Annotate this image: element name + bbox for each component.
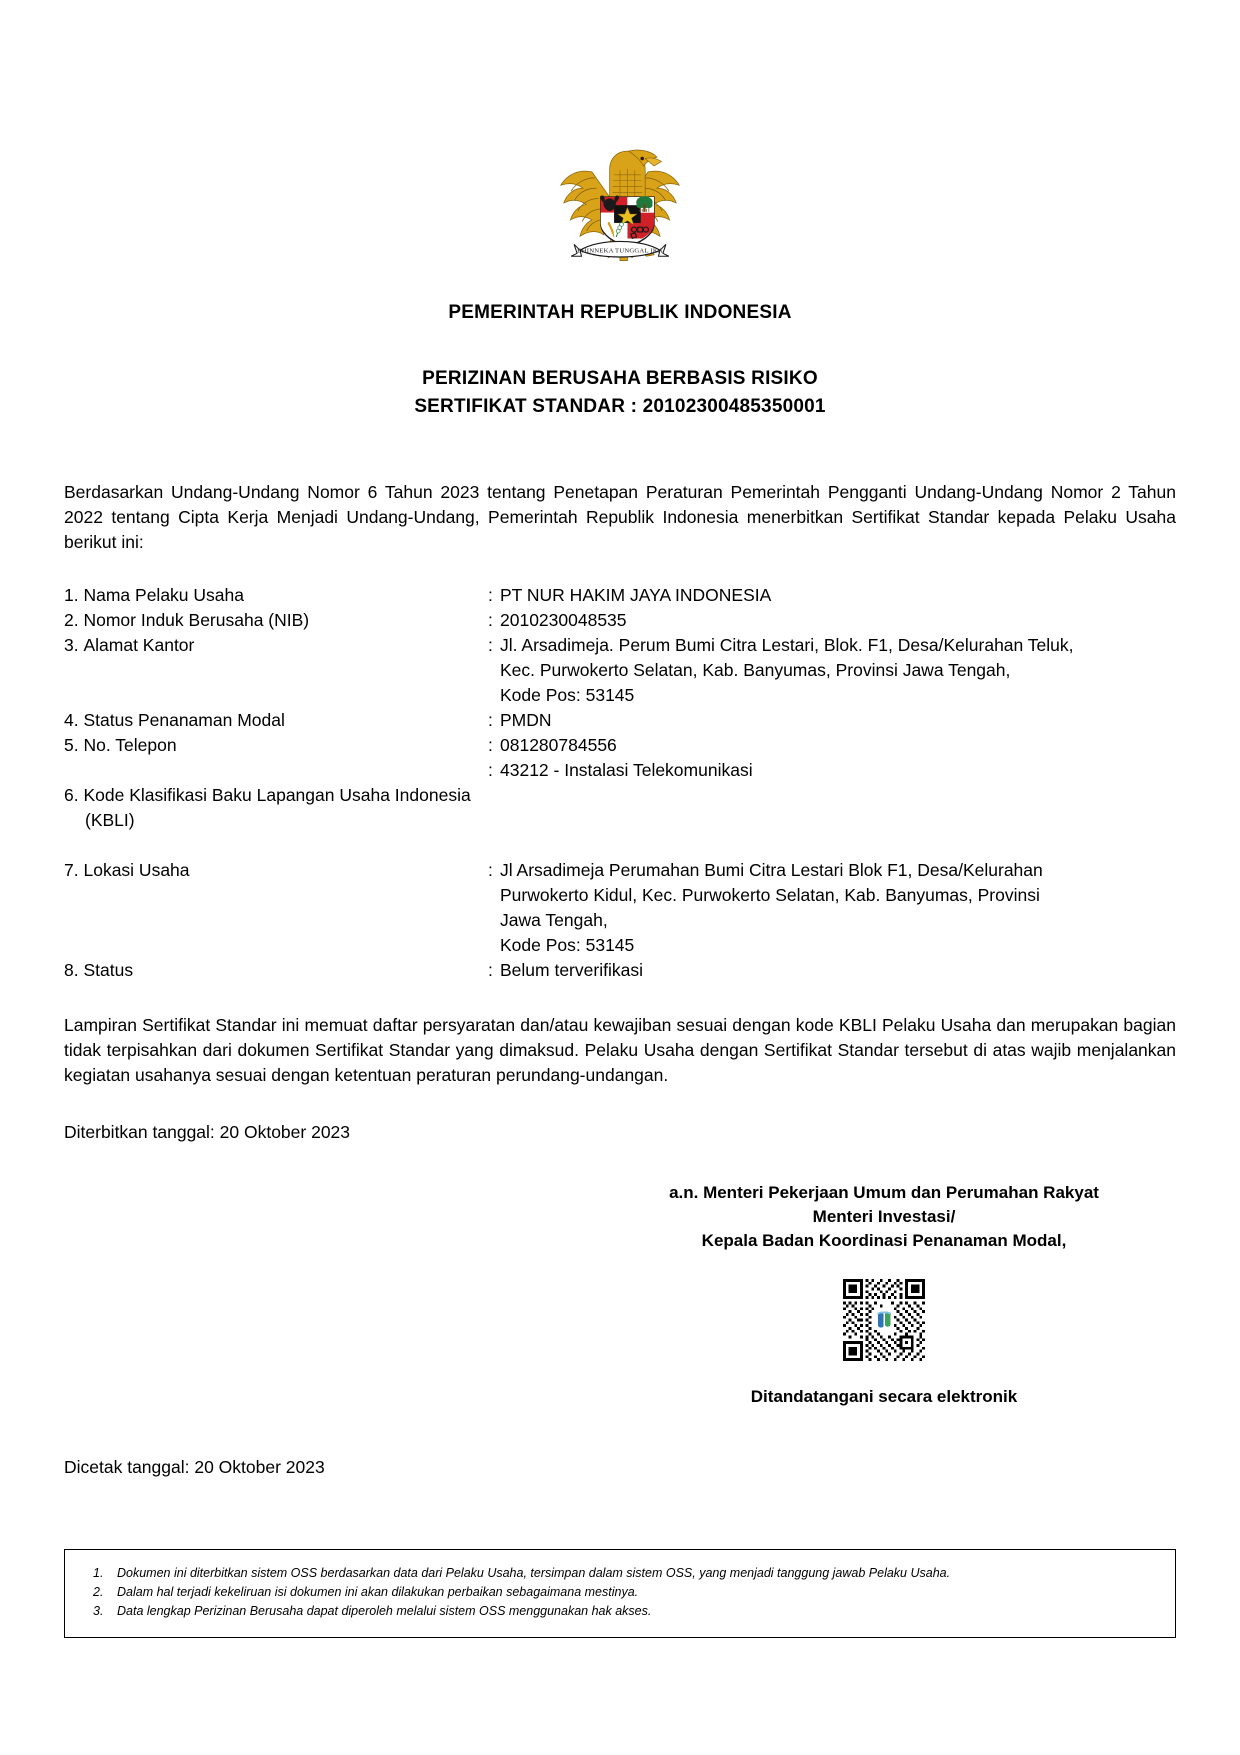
- colon-separator: :: [488, 585, 493, 605]
- field-value: : 2010230048535: [488, 608, 1176, 633]
- colon-separator: :: [488, 760, 493, 780]
- field-label: 3. Alamat Kantor: [64, 635, 195, 655]
- footer-note-item: [83, 1564, 1157, 1583]
- field-label: 5. No. Telepon: [64, 735, 177, 755]
- colon-separator: :: [488, 635, 493, 655]
- colon-separator: :: [488, 610, 493, 630]
- field-label-continuation: (KBLI): [85, 810, 135, 830]
- colon-separator: :: [488, 735, 493, 755]
- emblem-container: [64, 0, 1176, 274]
- title-block: [64, 302, 1176, 418]
- permit-type-title: PERIZINAN BERUSAHA BERBASIS RISIKO: [422, 368, 818, 389]
- emblem-motto-text: BHINNEKA TUNGGAL IKA: [577, 247, 663, 255]
- signatory-line-1: a.n. Menteri Pekerjaan Umum dan Perumahan Rakyat: [669, 1183, 1099, 1202]
- lampiran-paragraph: Lampiran Sertifikat Standar ini memuat daftar persyaratan dan/atau kewajiban sesuai dengan kode KBLI Pelaku Usaha dan merupakan bagian tidak terpisahkan dari dokumen Sertifikat Standar yang dimaksud. Pelaku Usaha dengan Sertifikat Standar tersebut di atas wajib menjalankan kegiatan usahanya sesuai dengan ketentuan peraturan perundang-undangan.: [64, 1015, 1176, 1085]
- footer-note-text: Dokumen ini diterbitkan sistem OSS berdasarkan data dari Pelaku Usaha, tersimpan dalam sistem OSS, yang menjadi tanggung jawab Pelaku Usaha.: [117, 1566, 951, 1580]
- signatory-line-3: Kepala Badan Koordinasi Penanaman Modal,: [701, 1231, 1067, 1250]
- field-label: 4. Status Penanaman Modal: [64, 710, 285, 730]
- field-value: : PT NUR HAKIM JAYA INDONESIA: [488, 583, 1176, 608]
- field-label: 7. Lokasi Usaha: [64, 860, 190, 880]
- electronic-signature-caption: Ditandatangani secara elektronik: [750, 1387, 1018, 1406]
- printed-date: Dicetak tanggal: 20 Oktober 2023: [64, 1457, 325, 1477]
- footer-note-text: Data lengkap Perizinan Berusaha dapat diperoleh melalui sistem OSS menggunakan hak akses.: [117, 1604, 652, 1618]
- footer-note-text: Dalam hal terjadi kekeliruan isi dokumen ini akan dilakukan perbaikan sebagaimana mestinya.: [117, 1585, 639, 1599]
- field-value: : 43212 - Instalasi Telekomunikasi: [488, 758, 1176, 783]
- data-row-nib: [64, 608, 1176, 633]
- field-label: 8. Status: [64, 960, 134, 980]
- certificate-number-title: SERTIFIKAT STANDAR : 20102300485350001: [414, 396, 826, 417]
- data-row-nama-pelaku-usaha: [64, 583, 1176, 608]
- intro-paragraph: Berdasarkan Undang-Undang Nomor 6 Tahun 2023 tentang Penetapan Peraturan Pemerintah Pengganti Undang-Undang Nomor 2 Tahun 2022 tentang Cipta Kerja Menjadi Undang-Undang, Pemerintah Republik Indonesia menerbitkan Sertifikat Standar kepada Pelaku Usaha berikut ini:: [64, 482, 1176, 552]
- field-value: : Belum terverifikasi: [488, 958, 1176, 983]
- footer-notes-box: [64, 1549, 1176, 1638]
- data-row-kbli: [64, 758, 1176, 858]
- colon-separator: :: [488, 860, 493, 880]
- field-label: 2. Nomor Induk Berusaha (NIB): [64, 610, 310, 630]
- qr-center-logo: [874, 1310, 894, 1330]
- issued-date: Diterbitkan tanggal: 20 Oktober 2023: [64, 1122, 351, 1142]
- data-row-alamat-kantor: [64, 633, 1176, 708]
- colon-separator: :: [488, 710, 493, 730]
- field-value: : Jl. Arsadimeja. Perum Bumi Citra Lestari, Blok. F1, Desa/Kelurahan Teluk, Kec. Purwokerto Selatan, Kab. Banyumas, Provinsi Jawa Tengah, Kode Pos: 53145: [488, 635, 1074, 705]
- field-value: : Jl Arsadimeja Perumahan Bumi Citra Lestari Blok F1, Desa/Kelurahan Purwokerto Kidul, Kec. Purwokerto Selatan, Kab. Banyumas, Provinsi Jawa Tengah, Kode Pos: 53145: [488, 860, 1043, 955]
- business-data-list: [64, 583, 1176, 983]
- data-row-status-penanaman-modal: [64, 708, 1176, 733]
- data-row-status: [64, 958, 1176, 983]
- footer-note-number: 3.: [93, 1604, 104, 1618]
- field-label: 6. Kode Klasifikasi Baku Lapangan Usaha Indonesia (KBLI): [64, 758, 488, 858]
- signature-block: [624, 1181, 1144, 1407]
- signatory-line-2: Menteri Investasi/: [812, 1207, 956, 1226]
- qr-code[interactable]: [843, 1279, 925, 1361]
- field-value: : PMDN: [488, 708, 1176, 733]
- data-row-lokasi-usaha: [64, 858, 1176, 958]
- footer-note-item: [83, 1583, 1157, 1602]
- qr-code-container: [624, 1279, 1144, 1361]
- footer-note-number: 2.: [93, 1585, 104, 1599]
- government-title: PEMERINTAH REPUBLIK INDONESIA: [448, 302, 792, 323]
- field-label: 1. Nama Pelaku Usaha: [64, 585, 244, 605]
- footer-note-item: [83, 1602, 1157, 1621]
- field-value: : 081280784556: [488, 733, 1176, 758]
- data-row-no-telepon: [64, 733, 1176, 758]
- colon-separator: :: [488, 960, 493, 980]
- garuda-pancasila-emblem: [546, 126, 694, 274]
- footer-note-number: 1.: [93, 1566, 104, 1580]
